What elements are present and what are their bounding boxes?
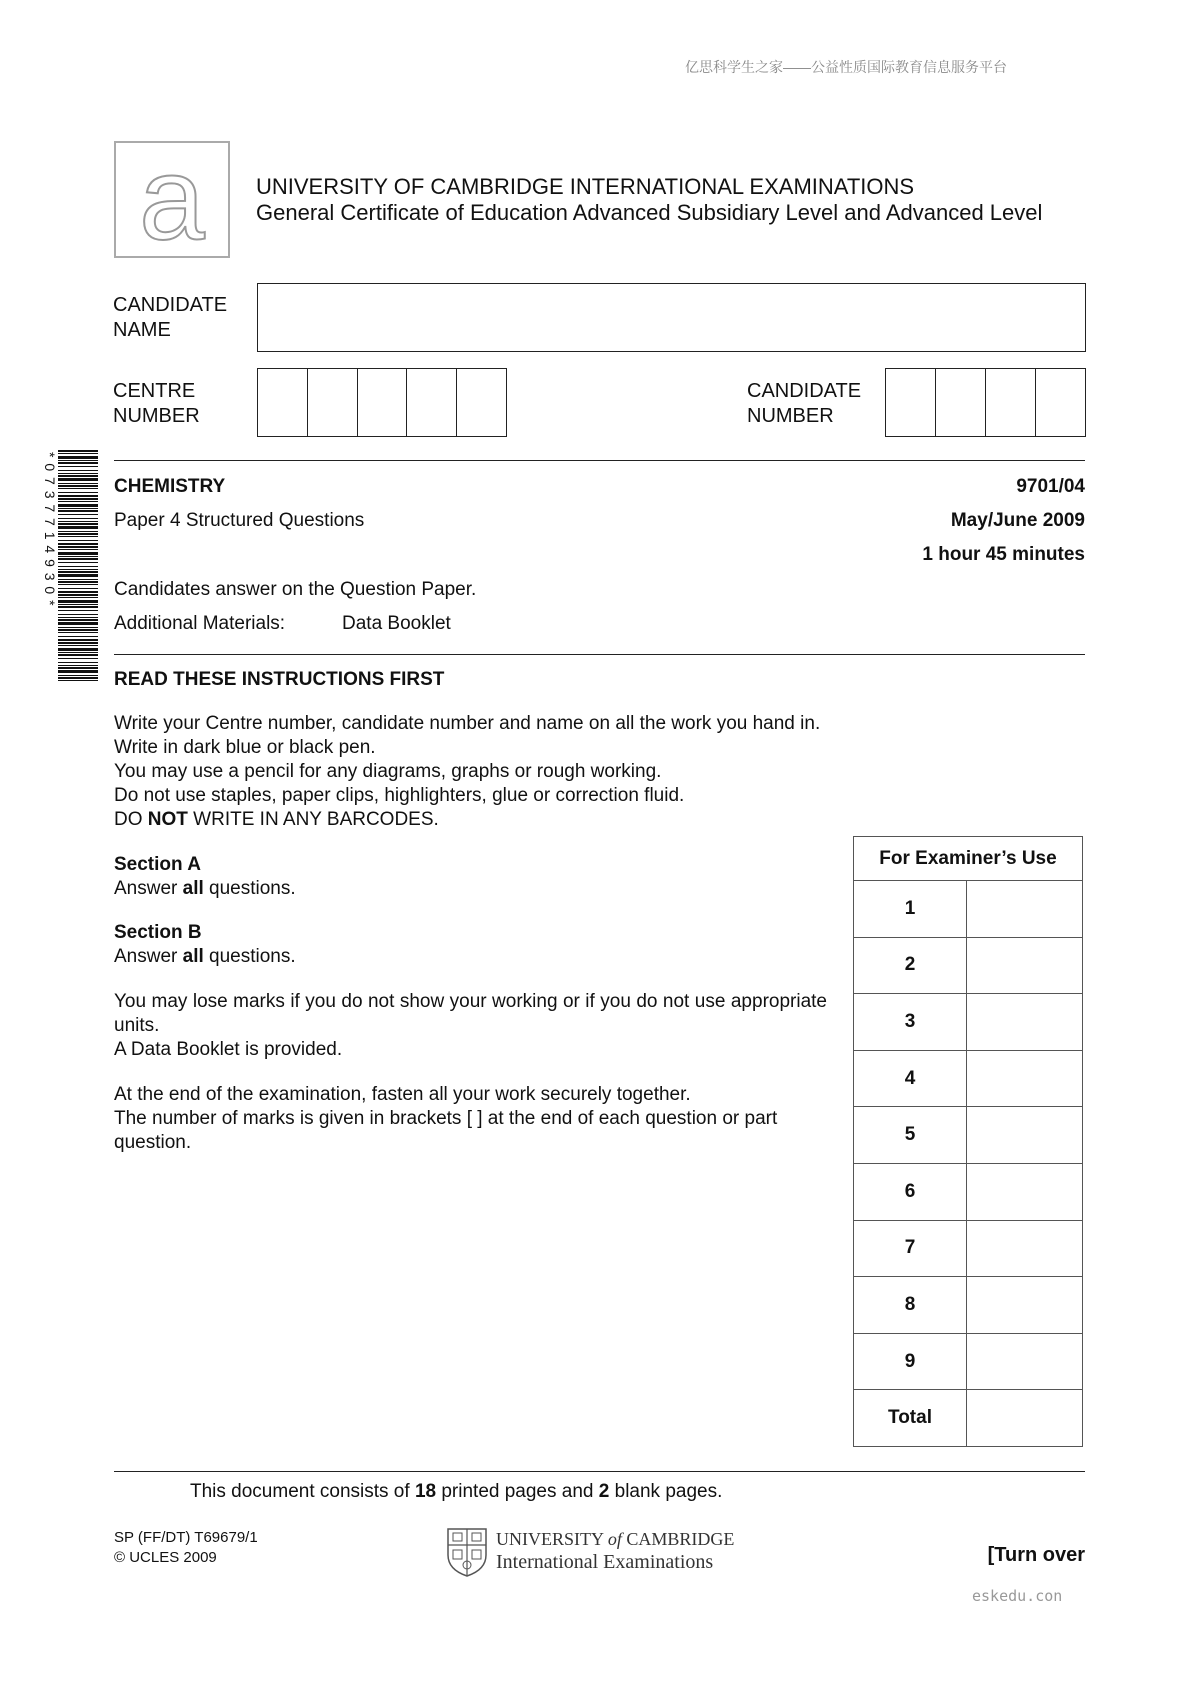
candidate-name-label-1: CANDIDATE bbox=[113, 294, 228, 316]
mark-cell[interactable] bbox=[967, 1163, 1083, 1220]
section-a-emphasis: all bbox=[182, 878, 204, 899]
mark-cell[interactable] bbox=[967, 994, 1083, 1051]
question-number: 5 bbox=[854, 1107, 967, 1164]
materials-label: Additional Materials: bbox=[114, 613, 286, 634]
barcode-bar bbox=[58, 569, 98, 570]
barcode-bar bbox=[58, 610, 98, 611]
barcode-bar bbox=[58, 475, 98, 477]
cambridge-a-logo bbox=[114, 141, 230, 258]
candidate-number-field[interactable] bbox=[885, 368, 1086, 437]
total-label: Total bbox=[854, 1390, 967, 1447]
barcode-bar bbox=[58, 667, 98, 669]
printed-pages-count: 18 bbox=[414, 1481, 437, 1502]
barcode-bar bbox=[58, 571, 98, 573]
mark-cell[interactable] bbox=[967, 1107, 1083, 1164]
barcode-bar bbox=[58, 629, 98, 631]
table-row bbox=[854, 994, 1083, 1051]
section-a-text: Answer bbox=[114, 878, 183, 899]
question-number: 3 bbox=[854, 994, 967, 1051]
session: May/June 2009 bbox=[950, 510, 1085, 531]
data-booklet-note: A Data Booklet is provided. bbox=[114, 1039, 343, 1060]
barcode-bar bbox=[58, 562, 98, 563]
barcode-bar bbox=[58, 453, 98, 454]
answer-note: Candidates answer on the Question Paper. bbox=[114, 579, 477, 600]
barcode-bar bbox=[58, 523, 98, 525]
candidate-number-cell[interactable] bbox=[936, 369, 986, 436]
candidate-number-label-2: NUMBER bbox=[747, 405, 834, 427]
examiner-use-table bbox=[853, 836, 1083, 1447]
question-number: 1 bbox=[854, 881, 967, 938]
barcode-bar bbox=[58, 600, 98, 603]
bottom-watermark: eskedu.con bbox=[972, 1587, 1063, 1605]
barcode-bar bbox=[58, 478, 98, 481]
question-number: 2 bbox=[854, 937, 967, 994]
barcode-bar bbox=[58, 485, 98, 487]
divider bbox=[114, 460, 1085, 461]
question-number: 6 bbox=[854, 1163, 967, 1220]
mark-cell[interactable] bbox=[967, 1050, 1083, 1107]
barcode-bar bbox=[58, 604, 98, 605]
cambridge-footer-logo bbox=[446, 1527, 746, 1577]
barcode-bar bbox=[58, 648, 98, 651]
materials-value: Data Booklet bbox=[342, 613, 451, 634]
barcode-bar bbox=[58, 627, 98, 628]
barcode-bar bbox=[58, 574, 98, 577]
barcode-bar bbox=[58, 540, 98, 541]
barcode-bar bbox=[58, 470, 98, 471]
barcode-bar bbox=[58, 639, 98, 641]
svg-text:a: a bbox=[139, 143, 205, 256]
candidate-number-cell[interactable] bbox=[1036, 369, 1085, 436]
barcode-bar bbox=[58, 658, 98, 659]
subject: CHEMISTRY bbox=[114, 476, 226, 497]
divider bbox=[114, 654, 1085, 655]
marks-note: You may lose marks if you do not show your working or if you do not use appropriate units. bbox=[114, 991, 827, 1036]
barcode-bar bbox=[58, 536, 98, 537]
document-code: SP (FF/DT) T69679/1 bbox=[114, 1529, 258, 1546]
barcode-bar bbox=[58, 466, 98, 467]
instruction-line: Write in dark blue or black pen. bbox=[114, 737, 376, 758]
centre-number-label-2: NUMBER bbox=[113, 405, 200, 427]
barcode-warning-emphasis: NOT bbox=[147, 809, 188, 830]
qualification-subtitle: General Certificate of Education Advanced Subsidiary Level and Advanced Level bbox=[256, 200, 1043, 225]
candidate-number-cell[interactable] bbox=[986, 369, 1036, 436]
barcode-bar bbox=[58, 488, 98, 489]
barcode-bar bbox=[58, 606, 98, 608]
section-b-text: Answer bbox=[114, 946, 183, 967]
barcode-bar bbox=[58, 549, 98, 550]
barcode-bar bbox=[58, 495, 98, 497]
section-b-emphasis: all bbox=[182, 946, 204, 967]
barcode-bar bbox=[58, 483, 98, 484]
barcode-bar bbox=[58, 546, 98, 548]
candidate-name-label-2: NAME bbox=[113, 319, 171, 341]
barcode-bar bbox=[58, 556, 98, 557]
barcode-bar bbox=[58, 521, 98, 522]
table-row bbox=[854, 1390, 1083, 1447]
table-row bbox=[854, 1277, 1083, 1334]
barcode-bar bbox=[58, 632, 98, 633]
barcode-warning bbox=[114, 808, 439, 832]
barcode-bar bbox=[58, 665, 98, 666]
barcode-bar bbox=[58, 566, 98, 567]
barcode-bar bbox=[58, 654, 98, 656]
barcode-bar bbox=[58, 622, 98, 625]
barcode-bar bbox=[58, 450, 98, 452]
footer-logo-line2: International Examinations bbox=[496, 1551, 714, 1573]
footer-logo-word: of bbox=[607, 1529, 622, 1549]
duration: 1 hour 45 minutes bbox=[922, 544, 1085, 565]
barcode-bar bbox=[58, 642, 98, 644]
barcode-warning-text: WRITE IN ANY BARCODES. bbox=[187, 809, 439, 830]
table-row bbox=[854, 881, 1083, 938]
barcode-bar bbox=[58, 518, 98, 519]
examiner-table-heading: For Examiner’s Use bbox=[854, 837, 1083, 881]
barcode-bar bbox=[58, 552, 98, 555]
section-b-text: questions. bbox=[203, 946, 296, 967]
barcode-bar bbox=[58, 597, 98, 598]
barcode-bar bbox=[58, 533, 98, 535]
footer-logo-word: CAMBRIDGE bbox=[626, 1529, 735, 1549]
barcode-bar bbox=[58, 543, 98, 545]
centre-number-cell[interactable] bbox=[407, 369, 457, 436]
question-number: 7 bbox=[854, 1220, 967, 1277]
barcode-bar bbox=[58, 619, 98, 621]
top-watermark: 亿思科学生之家——公益性质国际教育信息服务平台 bbox=[685, 59, 1007, 75]
instruction-line: Write your Centre number, candidate number and name on all the work you hand in. bbox=[114, 713, 821, 734]
pages-note-text: blank pages. bbox=[609, 1481, 723, 1502]
barcode-warning-text: DO bbox=[114, 809, 148, 830]
paper-title: Paper 4 Structured Questions bbox=[114, 510, 365, 531]
barcode-bar bbox=[58, 504, 98, 507]
barcode-bar bbox=[58, 498, 98, 500]
centre-number-label-1: CENTRE bbox=[113, 380, 196, 402]
section-b-title: Section B bbox=[114, 922, 202, 943]
mark-cell[interactable] bbox=[967, 937, 1083, 994]
barcode-bar bbox=[58, 456, 98, 459]
question-number: 8 bbox=[854, 1277, 967, 1334]
barcode-bar bbox=[58, 510, 98, 512]
instruction-line: You may use a pencil for any diagrams, graphs or rough working. bbox=[114, 761, 662, 782]
barcode-bar bbox=[58, 581, 98, 583]
barcode-bar bbox=[58, 677, 98, 679]
mark-cell[interactable] bbox=[967, 1333, 1083, 1390]
mark-cell[interactable] bbox=[967, 1220, 1083, 1277]
table-row bbox=[854, 1050, 1083, 1107]
brackets-note: The number of marks is given in brackets [ ] at the end of each question or part question. bbox=[114, 1108, 778, 1153]
barcode-bar bbox=[58, 675, 98, 676]
section-a-text: questions. bbox=[203, 878, 296, 899]
footer-logo-word: UNIVERSITY bbox=[496, 1529, 604, 1549]
section-a-title: Section A bbox=[114, 854, 201, 875]
barcode-bar bbox=[58, 670, 98, 673]
barcode-bar bbox=[58, 526, 98, 529]
barcode-bar bbox=[58, 680, 98, 681]
barcode-bar bbox=[58, 591, 98, 593]
barcode-bar bbox=[58, 462, 98, 464]
fasten-note: At the end of the examination, fasten all your work securely together. bbox=[114, 1084, 691, 1105]
divider bbox=[114, 1471, 1085, 1472]
question-number: 9 bbox=[854, 1333, 967, 1390]
barcode-bar bbox=[58, 531, 98, 532]
total-mark-cell[interactable] bbox=[967, 1390, 1083, 1447]
barcode-bar bbox=[58, 645, 98, 646]
barcode-bar bbox=[58, 584, 98, 585]
turn-over: [Turn over bbox=[987, 1544, 1085, 1566]
barcode-bar bbox=[58, 579, 98, 580]
centre-number-cell[interactable] bbox=[308, 369, 358, 436]
barcode-bar bbox=[58, 514, 98, 515]
pages-note-text: printed pages and bbox=[436, 1481, 599, 1502]
barcode-bar bbox=[58, 662, 98, 663]
instruction-line: Do not use staples, paper clips, highlighters, glue or correction fluid. bbox=[114, 785, 685, 806]
centre-number-cell[interactable] bbox=[358, 369, 408, 436]
table-row bbox=[854, 1163, 1083, 1220]
barcode-bar bbox=[58, 588, 98, 589]
section-a-instruction bbox=[114, 877, 296, 901]
table-row bbox=[854, 1107, 1083, 1164]
table-row bbox=[854, 1333, 1083, 1390]
barcode-text: * 0 7 3 7 7 1 4 9 3 0 * bbox=[42, 452, 58, 607]
candidate-number-label-1: CANDIDATE bbox=[747, 380, 862, 402]
question-number: 4 bbox=[854, 1050, 967, 1107]
barcode-bar bbox=[58, 473, 98, 474]
candidate-name-field[interactable] bbox=[257, 283, 1086, 352]
table-row bbox=[854, 1220, 1083, 1277]
syllabus-code: 9701/04 bbox=[1016, 476, 1085, 497]
blank-pages-count: 2 bbox=[598, 1481, 610, 1502]
letter-a-icon bbox=[116, 143, 228, 256]
table-row bbox=[854, 937, 1083, 994]
barcode-bar bbox=[58, 508, 98, 509]
centre-number-field[interactable] bbox=[257, 368, 507, 437]
mark-cell[interactable] bbox=[967, 1277, 1083, 1334]
centre-number-cell[interactable] bbox=[258, 369, 308, 436]
barcode-bar bbox=[58, 636, 98, 637]
mark-cell[interactable] bbox=[967, 881, 1083, 938]
pages-note bbox=[190, 1480, 722, 1504]
barcode-bar bbox=[58, 460, 98, 461]
instructions-heading: READ THESE INSTRUCTIONS FIRST bbox=[114, 669, 445, 690]
crest-icon bbox=[446, 1527, 488, 1577]
footer-logo-line1 bbox=[496, 1527, 734, 1551]
barcode-bar bbox=[58, 501, 98, 502]
barcode-bar bbox=[58, 617, 98, 618]
board-title: UNIVERSITY OF CAMBRIDGE INTERNATIONAL EXAMINATIONS bbox=[256, 174, 915, 199]
barcode-bar bbox=[58, 652, 98, 653]
copyright: © UCLES 2009 bbox=[114, 1549, 217, 1566]
candidate-number-cell[interactable] bbox=[886, 369, 936, 436]
centre-number-cell[interactable] bbox=[457, 369, 506, 436]
pages-note-text: This document consists of bbox=[190, 1481, 415, 1502]
barcode-bar bbox=[58, 558, 98, 560]
barcode-bar bbox=[58, 594, 98, 596]
barcode-bar bbox=[58, 492, 98, 493]
section-b-instruction bbox=[114, 945, 296, 969]
barcode-bar bbox=[58, 614, 98, 615]
